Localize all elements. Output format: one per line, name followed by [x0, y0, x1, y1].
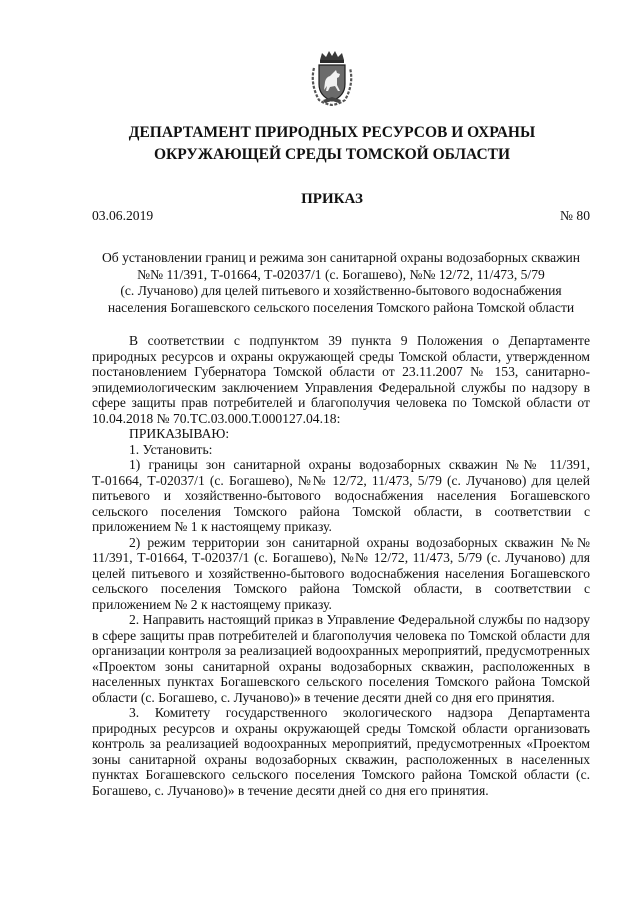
- department-title-line2: ОКРУЖАЮЩЕЙ СРЕДЫ ТОМСКОЙ ОБЛАСТИ: [153, 146, 511, 163]
- subject-line: Об установлении границ и режима зон санитарной охраны водозаборных скважин: [101, 250, 581, 265]
- order-subject: [92, 250, 590, 316]
- item-1-1: 1) границы зон санитарной охраны водозаборных скважин №№ 11/391, Т-01664, Т-02037/1 (с. Богашево), №№ 12/72, 11/473, 5/79 (с. Лучаново) для целей питьевого и хозяйственно-бытового водоснабжения населения Богашевского сельского поселения Томского района Томской области, в соответствии с приложением № 1 к настоящему приказу.: [92, 457, 590, 534]
- order-body: [92, 333, 590, 798]
- department-title-line1: ДЕПАРТАМЕНТ ПРИРОДНЫХ РЕСУРСОВ И ОХРАНЫ: [128, 124, 536, 141]
- item-1-2: 2) режим территории зон санитарной охраны водозаборных скважин №№ 11/391, Т-01664, Т-02037/1 (с. Богашево), №№ 12/72, 11/473, 5/79 (с. Лучаново) для целей питьевого и хозяйственно-бытового водоснабжения населения Богашевского сельского поселения Томского района Томской области, в соответствии с приложением № 2 к настоящему приказу.: [92, 534, 590, 612]
- item-2: 2. Направить настоящий приказ в Управление Федеральной службы по надзору в сфере защиты прав потребителей и благополучия человека по Томской области для организации контроля за реализацией водоохранных мероприятий, предусмотренных «Проектом зоны санитарной охраны водозаборных скважин, расположенных в населенных пунктах Богашевского сельского поселения Томского района Томской области (с. Богашево, с. Лучаново)» в течение десяти дней со дня его принятия.: [92, 612, 590, 705]
- order-date: 03.06.2019: [92, 208, 154, 223]
- tomsk-coat-of-arms-icon: [309, 50, 355, 106]
- department-title: [80, 122, 584, 166]
- preamble-paragraph: В соответствии с подпунктом 39 пункта 9 Положения о Департаменте природных ресурсов и охраны окружающей среды Томской области, утвержденном постановлением Губернатора Томской области от 23.11.2007 № 153, санитарно-эпидемиологическим заключением Управления Федеральной службы по надзору в сфере защиты прав потребителей и благополучия человека по Томской области от 10.04.2018 № 70.ТС.03.000.Т.000127.04.18:: [92, 333, 590, 426]
- order-number: № 80: [560, 208, 590, 223]
- item-1: 1. Установить:: [129, 441, 213, 457]
- subject-line: (с. Лучаново) для целей питьевого и хозяйственно-бытового водоснабжения: [120, 283, 562, 299]
- order-directive: ПРИКАЗЫВАЮ:: [129, 426, 230, 441]
- subject-line: населения Богашевского сельского поселения Томского района Томской области: [107, 299, 575, 315]
- order-title: ПРИКАЗ: [301, 191, 363, 207]
- subject-line: №№ 11/391, Т-01664, Т-02037/1 (с. Богашево), №№ 12/72, 11/473, 5/79: [137, 266, 545, 282]
- item-3: 3. Комитету государственного экологического надзора Департамента природных ресурсов и охраны окружающей среды Томской области организовать контроль за реализацией водоохранных мероприятий, предусмотренных «Проектом зоны санитарной охраны водозаборных скважин, расположенных в населенных пунктах Богашевского сельского поселения Томского района Томской области (с. Богашево, с. Лучаново)» в течение десяти дней со дня его принятия.: [92, 705, 590, 798]
